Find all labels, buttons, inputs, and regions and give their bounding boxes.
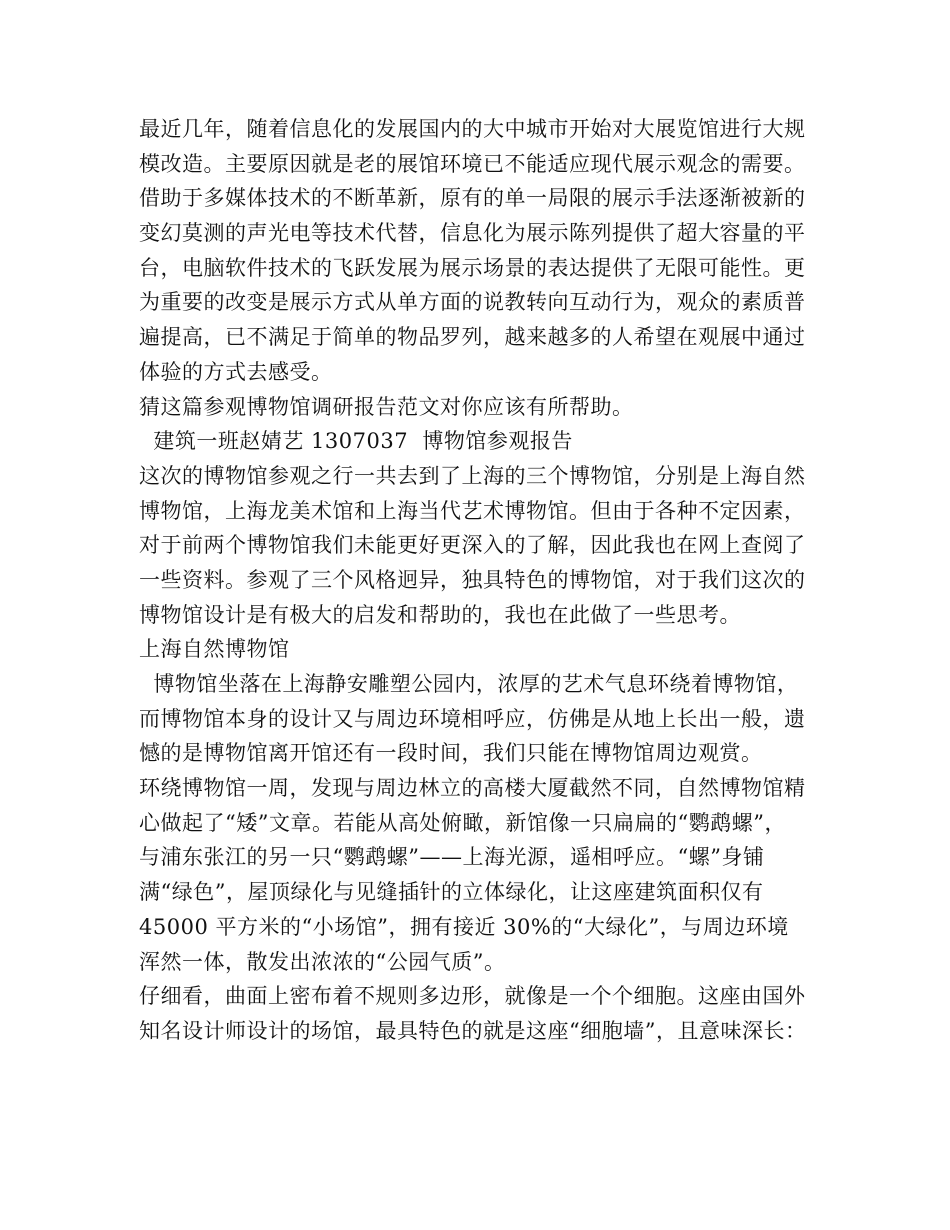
paragraph-line: 博物馆坐落在上海静安雕塑公园内，浓厚的艺术气息环绕着博物馆， — [139, 672, 799, 696]
paragraph-line: 借助于多媒体技术的不断革新，原有的单一局限的展示手法逐渐被新的 — [139, 186, 806, 211]
report-heading: 建筑一班赵婧艺 1307037 博物馆参观报告 — [139, 429, 573, 454]
paragraph-line: 遍提高，已不满足于简单的物品罗列，越来越多的人希望在观展中通过 — [139, 325, 806, 350]
paragraph-line: 仔细看，曲面上密布着不规则多边形，就像是一个个细胞。这座由国外 — [139, 984, 806, 1009]
paragraph-line: 一些资料。参观了三个风格迥异，独具特色的博物馆，对于我们这次的 — [139, 567, 806, 592]
paragraph-line: 对于前两个博物馆我们未能更好更深入的了解，因此我也在网上查阅了 — [139, 533, 806, 558]
paragraph-line: 博物馆，上海龙美术馆和上海当代艺术博物馆。但由于各种不定因素， — [139, 498, 806, 523]
section-title: 上海自然博物馆 — [139, 637, 290, 662]
paragraph-line: 满“绿色”，屋顶绿化与见缝插针的立体绿化，让这座建筑面积仅有 — [139, 880, 764, 905]
paragraph-line: 环绕博物馆一周，发现与周边林立的高楼大厦截然不同，自然博物馆精 — [139, 776, 806, 801]
paragraph-line: 知名设计师设计的场馆，最具特色的就是这座“细胞墙”，且意味深长： — [139, 1018, 807, 1043]
intro-sentence: 猜这篇参观博物馆调研报告范文对你应该有所帮助。 — [139, 394, 634, 419]
paragraph-line: 心做起了“矮”文章。若能从高处俯瞰，新馆像一只扁扁的“鹦鹉螺”， — [139, 810, 786, 835]
paragraph-line: 与浦东张江的另一只“鹦鹉螺”——上海光源，遥相呼应。“螺”身铺 — [139, 845, 765, 870]
paragraph-line: 台，电脑软件技术的飞跃发展为展示场景的表达提供了无限可能性。更 — [139, 255, 806, 280]
paragraph-line: 这次的博物馆参观之行一共去到了上海的三个博物馆，分别是上海自然 — [139, 463, 806, 488]
paragraph-line: 变幻莫测的声光电等技术代替，信息化为展示陈列提供了超大容量的平 — [139, 221, 806, 246]
paragraph-line: 最近几年，随着信息化的发展国内的大中城市开始对大展览馆进行大规 — [139, 117, 806, 141]
paragraph-line: 而博物馆本身的设计又与周边环境相呼应，仿佛是从地上长出一般，遗 — [139, 706, 806, 731]
paragraph-line: 憾的是博物馆离开馆还有一段时间，我们只能在博物馆周边观赏。 — [139, 741, 763, 766]
paragraph-line: 浑然一体，散发出浓浓的“公园气质”。 — [139, 949, 506, 974]
paragraph-line: 体验的方式去感受。 — [139, 359, 333, 384]
paragraph-line: 模改造。主要原因就是老的展馆环境已不能适应现代展示观念的需要。 — [139, 151, 806, 176]
document-body — [139, 112, 829, 1049]
paragraph-line: 为重要的改变是展示方式从单方面的说教转向互动行为，观众的素质普 — [139, 290, 806, 315]
paragraph-line: 博物馆设计是有极大的启发和帮助的，我也在此做了一些思考。 — [139, 602, 741, 627]
paragraph-line: 45000 平方米的“小场馆”，拥有接近 30%的“大绿化”，与周边环境 — [139, 914, 789, 939]
